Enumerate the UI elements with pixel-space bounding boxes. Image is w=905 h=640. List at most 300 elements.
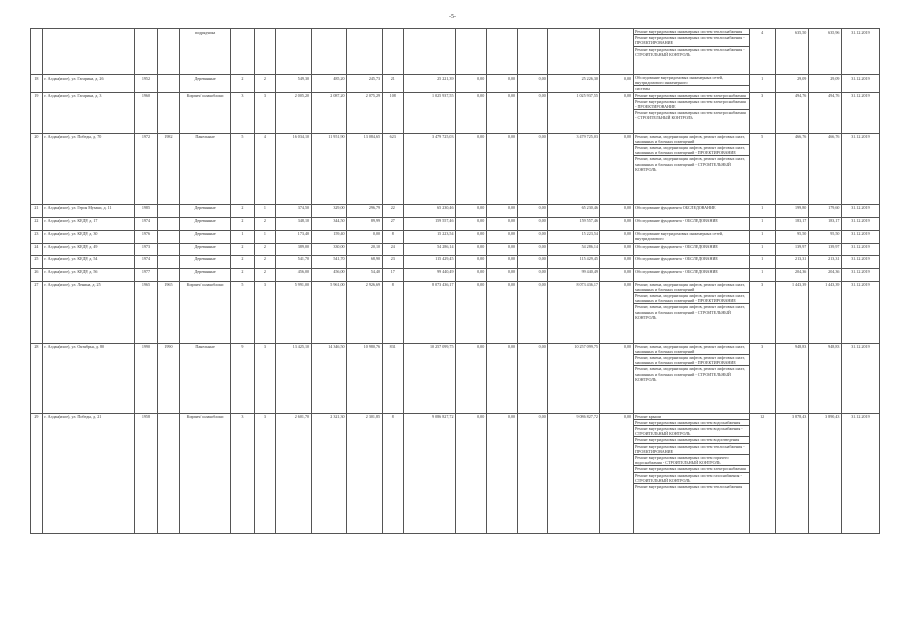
cell-ent (254, 29, 275, 75)
cell-a1: 2 005,20 (276, 92, 312, 133)
cell-c3: 0,00 (517, 92, 548, 133)
cell-c3: 0,00 (517, 281, 548, 343)
work-types-cell (633, 230, 749, 243)
cell-a2: 11 951,90 (311, 133, 347, 204)
cell-date: 31.12.2019 (841, 75, 879, 93)
cell-c2: 0,00 (486, 281, 517, 343)
work-type-item: Ремонт, замена, модернизация лифтов, ремонт лифтовых шахт, машинных и блочных помещений - СТРОИТЕЛЬНЫЙ КОНТРОЛЬ (635, 156, 745, 172)
cell-ent: 2 (254, 75, 275, 93)
cell-cnt: 4 (749, 29, 775, 75)
cell-c4: 115 429,45 (548, 255, 600, 268)
work-types-cell (633, 255, 749, 268)
cell-addr: г. Алдан(ихое), ул. Героя Музаки, д. 11 (42, 204, 134, 217)
work-types-cell (633, 29, 749, 75)
cell-date: 31.12.2019 (841, 29, 879, 75)
table-row (31, 75, 880, 93)
cell-num: 27 (31, 281, 43, 343)
cell-date: 31.12.2019 (841, 281, 879, 343)
cell-ent: 2 (254, 243, 275, 255)
cell-cnt: 1 (749, 230, 775, 243)
cell-fl (231, 29, 255, 75)
cell-c1: 0,00 (456, 413, 487, 533)
work-type-item: Ремонт внутридомовых инженерных систем водоотведения (634, 437, 749, 443)
cell-ent: 1 (254, 230, 275, 243)
work-types-cell (633, 243, 749, 255)
cell-cnt: 1 (749, 204, 775, 217)
cell-a3: 2 926,69 (347, 281, 383, 343)
cell-s2: 213,31 (808, 255, 841, 268)
cell-a3 (347, 29, 383, 75)
cell-date: 31.12.2019 (841, 133, 879, 204)
cell-c3: 0,00 (517, 133, 548, 204)
work-type-item: Ремонт, замена, модернизация лифтов, ремонт лифтовых шахт, машинных и блочных помещений - СТРОИТЕЛЬНЫЙ КОНТРОЛЬ (635, 304, 745, 320)
table-row (31, 217, 880, 230)
table-body (31, 29, 880, 534)
cell-y2 (157, 204, 179, 217)
cell-c3: 0,00 (517, 268, 548, 281)
cell-wall: подрядчика (180, 29, 231, 75)
cell-ent: 2 (254, 268, 275, 281)
cell-res: 22 (382, 204, 403, 217)
cell-y1: 1965 (135, 281, 157, 343)
cell-c5: 0,00 (600, 75, 633, 93)
cell-date: 31.12.2019 (841, 243, 879, 255)
cell-c1 (456, 29, 487, 75)
cell-c4: 65 230,46 (548, 204, 600, 217)
cell-ent: 3 (254, 343, 275, 413)
cell-y2: 1965 (157, 281, 179, 343)
cell-a1 (276, 29, 312, 75)
table-row (31, 29, 880, 75)
cell-fl: 3 (231, 413, 255, 533)
cell-a2: 2 087,20 (311, 92, 347, 133)
cell-tot: 25 221,39 (403, 75, 455, 93)
work-types-cell (633, 204, 749, 217)
cell-y1: 1973 (135, 243, 157, 255)
cell-c3: 0,00 (517, 217, 548, 230)
cell-addr: г. Алдан(ихое), ул. Октябрья, д. 80 (42, 343, 134, 413)
cell-c5: 0,00 (600, 230, 633, 243)
cell-a2: 159,40 (311, 230, 347, 243)
cell-c2: 0,00 (486, 243, 517, 255)
cell-y2 (157, 255, 179, 268)
work-types-cell (633, 413, 749, 533)
cell-c3: 0,00 (517, 413, 548, 533)
cell-wall: Панельные (180, 133, 231, 204)
cell-fl: 2 (231, 255, 255, 268)
work-type-item: Ремонт, замена, модернизация лифтов, ремонт лифтовых шахт, машинных и блочных помещений (634, 282, 749, 293)
cell-date: 31.12.2019 (841, 92, 879, 133)
cell-cnt: 1 (749, 255, 775, 268)
cell-c4: 8 073 436,17 (548, 281, 600, 343)
cell-c1: 0,00 (456, 75, 487, 93)
cell-c1: 0,00 (456, 343, 487, 413)
cell-s2: 179,60 (808, 204, 841, 217)
cell-a3: 20,10 (347, 243, 383, 255)
cell-a3: 296,79 (347, 204, 383, 217)
work-types-cell (633, 217, 749, 230)
cell-wall: Деревянные (180, 230, 231, 243)
cell-c3: 0,00 (517, 204, 548, 217)
cell-wall: Деревянные (180, 217, 231, 230)
cell-a3: 89,99 (347, 217, 383, 230)
cell-c4: 25 226,30 (548, 75, 600, 93)
cell-res: 17 (382, 268, 403, 281)
work-type-item: Ремонт внутридомовых инженерных систем теплоснабжения (635, 484, 743, 490)
cell-c2: 0,00 (486, 204, 517, 217)
cell-a1: 348,10 (276, 217, 312, 230)
cell-a2: 330,00 (311, 243, 347, 255)
work-type-item: Обследование фундамента - ОБСЛЕДОВАНИЕ (635, 243, 718, 249)
cell-c5: 0,00 (600, 92, 633, 133)
cell-y1: 1977 (135, 268, 157, 281)
work-types-cell (633, 75, 749, 93)
cell-cnt: 1 (749, 75, 775, 93)
cell-tot: 10 257 099,75 (403, 343, 455, 413)
cell-s2: 494,76 (808, 92, 841, 133)
cell-a2: 456,00 (311, 268, 347, 281)
cell-wall: Кирпич/ шлакоблоки (180, 413, 231, 533)
cell-y1: 1972 (135, 133, 157, 204)
table-row (31, 204, 880, 217)
cell-c1: 0,00 (456, 204, 487, 217)
cell-num: 28 (31, 343, 43, 413)
cell-num: 18 (31, 75, 43, 93)
cell-c2: 0,00 (486, 413, 517, 533)
cell-y1: 1976 (135, 230, 157, 243)
cell-addr: г. Алдан(ихое), ул. Победы, д. 21 (42, 413, 134, 533)
cell-s2: 95,50 (808, 230, 841, 243)
work-type-item: Обследование внутридомовых инженерных сетей, внутридомового (635, 230, 724, 241)
cell-s2: 3 890,43 (808, 413, 841, 533)
cell-ent: 2 (254, 255, 275, 268)
cell-date: 31.12.2019 (841, 343, 879, 413)
cell-fl: 2 (231, 217, 255, 230)
cell-fl: 9 (231, 343, 255, 413)
work-type-item: Ремонт внутридомовых инженерных систем теплоснабжения - ПРОЕКТИРОВАНИЕ (634, 444, 749, 455)
cell-c3: 0,00 (517, 75, 548, 93)
cell-s2: 635,96 (808, 29, 841, 75)
cell-c3 (517, 29, 548, 75)
table-row (31, 243, 880, 255)
cell-cnt: 12 (749, 413, 775, 533)
work-type-item: Обследование внутридомовых инженерных сетей, внутридомового инженерного (634, 75, 749, 86)
work-type-item: Обследование фундамента - ОБСЛЕДОВАНИЕ (635, 255, 718, 261)
cell-addr: г. Алдан(ихое), ул. Ленина, д. 25 (42, 281, 134, 343)
work-type-item: Ремонт внутридомовых инженерных систем водоснабжения (634, 420, 749, 426)
cell-date: 31.12.2019 (841, 413, 879, 533)
cell-cnt: 1 (749, 217, 775, 230)
cell-date: 31.12.2019 (841, 217, 879, 230)
cell-y2: 1990 (157, 343, 179, 413)
cell-a1: 374,50 (276, 204, 312, 217)
cell-num: 25 (31, 255, 43, 268)
cell-s2: 1 443,39 (808, 281, 841, 343)
cell-res: 24 (382, 243, 403, 255)
cell-c2: 0,00 (486, 92, 517, 133)
cell-fl: 3 (231, 92, 255, 133)
cell-addr: г. Алдан(ихое), ул. КЕДР, д. 30 (42, 230, 134, 243)
cell-s1: 204,36 (775, 268, 808, 281)
work-type-item: Обследование фундамента - ОБСЛЕДОВАНИЕ (635, 217, 718, 223)
cell-a3: 10 980,76 (347, 343, 383, 413)
cell-a1: 173,40 (276, 230, 312, 243)
cell-y1: 1985 (135, 204, 157, 217)
cell-s1: 466,76 (775, 133, 808, 204)
cell-c2: 0,00 (486, 343, 517, 413)
cell-y1: 1960 (135, 92, 157, 133)
cell-s2: 466,76 (808, 133, 841, 204)
cell-y1: 1974 (135, 217, 157, 230)
cell-a2: 14 346,50 (311, 343, 347, 413)
cell-res: 8 (382, 230, 403, 243)
work-type-item: Ремонт внутридомовых инженерных систем теплоснабжения (634, 29, 749, 35)
cell-tot: 3 479 725,03 (403, 133, 455, 204)
cell-y1: 1974 (135, 255, 157, 268)
work-type-item: Ремонт внутридомовых инженерных систем электроснабжения (634, 466, 749, 472)
work-type-item: Ремонт, замена, модернизация лифтов, ремонт лифтовых шахт, машинных и блочных помещений (634, 344, 749, 355)
cell-c4: 54 286,14 (548, 243, 600, 255)
cell-tot: 8 073 436,17 (403, 281, 455, 343)
cell-c5: 0,00 (600, 133, 633, 204)
cell-s1: 199,80 (775, 204, 808, 217)
cell-a2: 5 961,00 (311, 281, 347, 343)
work-type-item: Ремонт, замена, модернизация лифтов, ремонт лифтовых шахт, машинных и блочных помещений - СТРОИТЕЛЬНЫЙ КОНТРОЛЬ (635, 366, 745, 382)
cell-a1: 2 601,70 (276, 413, 312, 533)
cell-addr: г. Алдан(ихое), ул. Победы, д. 70 (42, 133, 134, 204)
table-row (31, 413, 880, 533)
cell-c2: 0,00 (486, 230, 517, 243)
cell-fl: 2 (231, 268, 255, 281)
cell-a2: 485,20 (311, 75, 347, 93)
cell-addr (42, 29, 134, 75)
cell-s2: 948,83 (808, 343, 841, 413)
cell-fl: 2 (231, 204, 255, 217)
cell-num: 24 (31, 243, 43, 255)
cell-date: 31.12.2019 (841, 255, 879, 268)
cell-res: 23 (382, 255, 403, 268)
cell-a3: 245,73 (347, 75, 383, 93)
cell-c3: 0,00 (517, 255, 548, 268)
cell-num: 22 (31, 217, 43, 230)
cell-fl: 5 (231, 133, 255, 204)
cell-c1: 0,00 (456, 92, 487, 133)
table-row (31, 92, 880, 133)
cell-c4: 159 557,46 (548, 217, 600, 230)
table-row (31, 343, 880, 413)
cell-c1: 0,00 (456, 133, 487, 204)
cell-y2 (157, 75, 179, 93)
cell-tot: 1 025 937,55 (403, 92, 455, 133)
work-type-item: Обследование фундамента ОБСЛЕДОВАНИЕ (635, 204, 716, 210)
cell-res: 108 (382, 92, 403, 133)
cell-a2: 541,70 (311, 255, 347, 268)
cell-a1: 456,00 (276, 268, 312, 281)
cell-c2: 0,00 (486, 255, 517, 268)
cell-ent: 3 (254, 92, 275, 133)
cell-a3: 2 301,85 (347, 413, 383, 533)
cell-fl: 5 (231, 281, 255, 343)
cell-wall: Деревянные (180, 204, 231, 217)
cell-wall: Деревянные (180, 75, 231, 93)
cell-num: 29 (31, 413, 43, 533)
cell-num (31, 29, 43, 75)
cell-y2: 1982 (157, 133, 179, 204)
cell-addr: г. Алдан(ихое), ул. Гагарина, д. 3 (42, 92, 134, 133)
cell-tot (403, 29, 455, 75)
work-type-item: Ремонт, замена, модернизация лифтов, ремонт лифтовых шахт, машинных и блочных помещений (634, 134, 749, 145)
cell-c5: 0,00 (600, 343, 633, 413)
cell-ent: 3 (254, 413, 275, 533)
cell-tot: 115 429,45 (403, 255, 455, 268)
cell-c5: 0,00 (600, 204, 633, 217)
cell-wall: Панельные (180, 343, 231, 413)
cell-c4: 1 025 937,55 (548, 92, 600, 133)
cell-res: 831 (382, 343, 403, 413)
cell-tot: 99 440,49 (403, 268, 455, 281)
cell-ent: 3 (254, 281, 275, 343)
table-row (31, 230, 880, 243)
cell-cnt: 3 (749, 281, 775, 343)
cell-cnt: 1 (749, 243, 775, 255)
cell-y2 (157, 230, 179, 243)
cell-num: 21 (31, 204, 43, 217)
cell-a3: 68,90 (347, 255, 383, 268)
cell-cnt: 1 (749, 268, 775, 281)
cell-s1: 95,50 (775, 230, 808, 243)
cell-a2: 2 321,30 (311, 413, 347, 533)
cell-y1: 1952 (135, 75, 157, 93)
cell-addr: г. Алдан(ихое), ул. Гагарина, д. 26 (42, 75, 134, 93)
cell-fl: 2 (231, 75, 255, 93)
work-type-item: Ремонт внутридомовых инженерных систем теплоснабжения - СТРОИТЕЛЬНЫЙ КОНТРОЛЬ (635, 46, 745, 57)
cell-a3: 2 075,29 (347, 92, 383, 133)
cell-s2: 183,17 (808, 217, 841, 230)
work-type-item: Ремонт внутридомовых инженерных систем электроснабжения - ПРОЕКТИРОВАНИЕ (634, 99, 749, 110)
cell-s1: 29,09 (775, 75, 808, 93)
cell-s1: 494,76 (775, 92, 808, 133)
cell-fl: 1 (231, 230, 255, 243)
table-row (31, 268, 880, 281)
cell-y2 (157, 29, 179, 75)
cell-c3: 0,00 (517, 230, 548, 243)
work-types-cell (633, 133, 749, 204)
cell-fl: 2 (231, 243, 255, 255)
cell-c1: 0,00 (456, 255, 487, 268)
work-type-item: Ремонт внутридомовых инженерных систем горячего водоснабжения - СТРОИТЕЛЬНЫЙ КОНТРОЛЬ (634, 455, 749, 466)
cell-wall: Кирпич/ шлакоблоки (180, 281, 231, 343)
capital-repair-register-table (30, 28, 880, 534)
cell-num: 20 (31, 133, 43, 204)
cell-cnt: 3 (749, 92, 775, 133)
cell-c2: 0,00 (486, 217, 517, 230)
cell-a1: 541,70 (276, 255, 312, 268)
page-number: -5- (449, 14, 456, 20)
work-type-item: Обследование фундамента - ОБСЛЕДОВАНИЕ (635, 268, 718, 274)
cell-c5: 0,00 (600, 268, 633, 281)
work-type-item: Ремонт внутридомовых инженерных систем газоснабжения - СТРОИТЕЛЬНЫЙ КОНТРОЛЬ (634, 473, 749, 484)
cell-res: 27 (382, 217, 403, 230)
cell-y1 (135, 29, 157, 75)
cell-y2 (157, 268, 179, 281)
cell-tot: 15 223,54 (403, 230, 455, 243)
cell-s1: 948,83 (775, 343, 808, 413)
cell-a1: 13 425,10 (276, 343, 312, 413)
cell-c3: 0,00 (517, 343, 548, 413)
cell-a1: 549,30 (276, 75, 312, 93)
cell-res: 8 (382, 413, 403, 533)
cell-a1: 389,00 (276, 243, 312, 255)
cell-ent: 2 (254, 217, 275, 230)
cell-c4: 99 440,49 (548, 268, 600, 281)
work-type-item: Ремонт внутридомовых инженерных систем электроснабжения (634, 93, 749, 99)
cell-ent: 4 (254, 133, 275, 204)
cell-c4: 15 223,54 (548, 230, 600, 243)
cell-cnt: 3 (749, 343, 775, 413)
cell-c5: 0,00 (600, 217, 633, 230)
cell-c4: 10 257 099,75 (548, 343, 600, 413)
cell-date: 31.12.2019 (841, 204, 879, 217)
cell-addr: г. Алдан(ихое), ул. КЕДР, д. 56 (42, 268, 134, 281)
cell-c2: 0,00 (486, 268, 517, 281)
cell-c2: 0,00 (486, 133, 517, 204)
cell-tot: 9 086 827,72 (403, 413, 455, 533)
cell-a2: 344,50 (311, 217, 347, 230)
cell-tot: 54 286,14 (403, 243, 455, 255)
cell-s2: 204,36 (808, 268, 841, 281)
cell-cnt: 5 (749, 133, 775, 204)
cell-a1: 5 991,00 (276, 281, 312, 343)
cell-a3: 54,40 (347, 268, 383, 281)
cell-tot: 159 557,46 (403, 217, 455, 230)
cell-wall: Кирпич/ шлакоблоки (180, 92, 231, 133)
cell-c5: 0,00 (600, 413, 633, 533)
cell-ent: 1 (254, 204, 275, 217)
cell-s1: 3 878,43 (775, 413, 808, 533)
cell-a1: 16 034,10 (276, 133, 312, 204)
cell-y2 (157, 92, 179, 133)
cell-s1: 1 443,39 (775, 281, 808, 343)
cell-res (382, 29, 403, 75)
work-type-item: Ремонт внутридомовых инженерных систем теплоснабжения - ПРОЕКТИРОВАНИЕ (634, 35, 749, 46)
cell-a3: 13 084,65 (347, 133, 383, 204)
cell-num: 23 (31, 230, 43, 243)
cell-c5: 0,00 (600, 255, 633, 268)
work-type-item: Ремонт внутридомовых инженерных систем электроснабжения - СТРОИТЕЛЬНЫЙ КОНТРОЛЬ (635, 110, 746, 121)
cell-num: 19 (31, 92, 43, 133)
cell-tot: 65 230,46 (403, 204, 455, 217)
cell-addr: г. Алдан(ихое), ул. КЕДР, д. 54 (42, 255, 134, 268)
cell-a2: 329,00 (311, 204, 347, 217)
work-type-item: Ремонт внутридомовых инженерных систем водоснабжения - СТРОИТЕЛЬНЫЙ КОНТРОЛЬ (634, 426, 749, 437)
cell-c3: 0,00 (517, 243, 548, 255)
cell-c2: 0,00 (486, 75, 517, 93)
cell-c4 (548, 29, 600, 75)
cell-c1: 0,00 (456, 268, 487, 281)
cell-c5 (600, 29, 633, 75)
work-types-cell (633, 281, 749, 343)
cell-s1: 213,31 (775, 255, 808, 268)
cell-s2: 29,09 (808, 75, 841, 93)
work-types-cell (633, 92, 749, 133)
work-types-cell (633, 268, 749, 281)
table-row (31, 281, 880, 343)
cell-s1: 635,50 (775, 29, 808, 75)
cell-wall: Деревянные (180, 255, 231, 268)
cell-c1: 0,00 (456, 243, 487, 255)
cell-y1: 1990 (135, 343, 157, 413)
work-type-item: Ремонт крыши (634, 414, 749, 420)
